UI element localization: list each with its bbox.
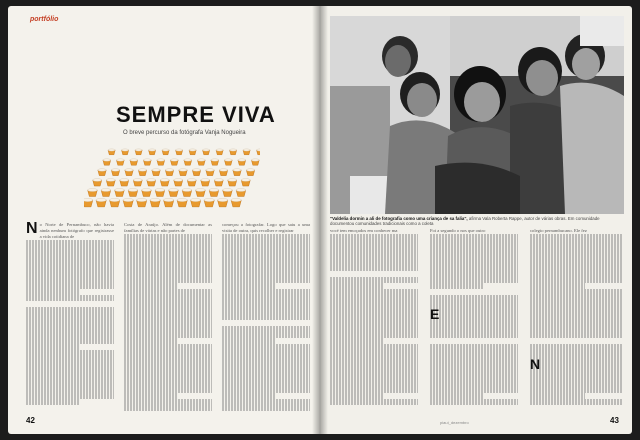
text-line xyxy=(530,399,622,405)
flower-bloom xyxy=(169,188,179,191)
flower-bloom xyxy=(152,169,160,172)
flower-bloom xyxy=(115,188,125,191)
right-dropcap-2: N xyxy=(530,356,541,372)
flower-bloom xyxy=(96,198,106,201)
left-col1-lines xyxy=(26,240,114,405)
flower-bloom xyxy=(123,198,133,201)
flower-bloom xyxy=(101,188,111,191)
flower-bloom xyxy=(201,179,210,182)
flower-bloom xyxy=(122,149,129,151)
flower-bloom xyxy=(149,149,156,151)
section-label: portfólio xyxy=(30,16,59,23)
flower-bloom xyxy=(214,179,223,182)
flower-bloom xyxy=(135,149,142,151)
flower-bloom xyxy=(162,149,169,151)
flower-bloom xyxy=(176,149,183,151)
flower-bloom xyxy=(191,198,201,201)
flower-bloom xyxy=(236,188,246,191)
flower-bloom xyxy=(246,169,254,172)
flower-bloom xyxy=(170,159,178,161)
right-col2-text: Foi a segundo o nos que outro xyxy=(430,228,486,233)
spine-shadow xyxy=(312,6,328,434)
flower-bloom xyxy=(238,159,246,161)
flower-bloom xyxy=(182,188,192,191)
flower-bloom xyxy=(128,188,138,191)
flower-bloom xyxy=(219,169,227,172)
right-column-1 xyxy=(330,228,418,414)
left-col1-text: o Norte de Pernambuco, não havia ainda nenhum fotógrafo que registrasse a vida cotidiana de xyxy=(39,222,114,240)
text-line xyxy=(430,399,518,405)
flower-bloom xyxy=(143,159,151,161)
flower-bloom xyxy=(196,188,206,191)
flower-bloom xyxy=(211,159,219,161)
magazine-spread xyxy=(0,6,640,436)
text-line xyxy=(222,405,310,411)
flower-bloom xyxy=(230,149,237,151)
flower-bloom xyxy=(155,188,165,191)
flower-bloom xyxy=(177,198,187,201)
flower-bloom xyxy=(241,179,250,182)
text-line xyxy=(26,399,79,405)
left-col2-text: Costa de Araújo. Além de documentar as famílias de várias e não partes de xyxy=(124,222,212,234)
left-page-number: 42 xyxy=(26,416,35,425)
flowers-illustration xyxy=(84,140,260,212)
flower-bloom xyxy=(223,188,233,191)
right-page xyxy=(320,6,632,434)
flower-bloom xyxy=(160,179,169,182)
right-column-3 xyxy=(530,228,622,414)
left-dropcap: N xyxy=(26,222,38,237)
flower-bloom xyxy=(103,159,111,161)
flower-bloom xyxy=(174,179,183,182)
flower-bloom xyxy=(251,159,259,161)
flower-bloom xyxy=(108,149,115,151)
article-subtitle: O breve percurso da fotógrafa Vanja Nogueira xyxy=(123,130,246,136)
flower-bloom xyxy=(204,198,214,201)
text-line xyxy=(124,405,212,411)
flower-bloom xyxy=(93,179,102,182)
flower-bloom xyxy=(142,188,152,191)
right-column-2 xyxy=(430,228,518,414)
photo-caption-bold: "Valdelia dormin a ali de fotografia como uma criança de sa falia", xyxy=(330,216,468,221)
flower-bloom xyxy=(137,198,147,201)
right-col2-lines xyxy=(430,234,518,405)
flower-bloom xyxy=(133,179,142,182)
photo-caption-text: afirma Vala Roberta Rappe, autor de várias obras. Em comunidade documentou comunidades tradicionais como a coleta xyxy=(330,216,600,226)
right-body-text xyxy=(330,228,624,414)
left-column-3 xyxy=(222,222,310,414)
flower-bloom xyxy=(257,149,261,151)
flower-bloom xyxy=(120,179,129,182)
text-line xyxy=(330,399,418,405)
flower-bloom xyxy=(106,179,115,182)
flower-bloom xyxy=(206,169,214,172)
flower-bloom xyxy=(189,149,196,151)
photo-caption xyxy=(330,216,624,226)
flower-bloom xyxy=(192,169,200,172)
flower-bloom xyxy=(187,179,196,182)
flower-bloom xyxy=(130,159,138,161)
flower-bloom xyxy=(116,159,124,161)
flower-bloom xyxy=(218,198,228,201)
flower-bloom xyxy=(179,169,187,172)
flower-bloom xyxy=(203,149,210,151)
flower-bloom xyxy=(197,159,205,161)
flower-bloom xyxy=(228,179,237,182)
flower-bloom xyxy=(216,149,223,151)
right-dropcap-1: E xyxy=(430,306,440,322)
left-col2-lines xyxy=(124,234,212,411)
flower-bloom xyxy=(209,188,219,191)
article-title: SEMPRE VIVA xyxy=(116,102,276,127)
right-col3-lines xyxy=(530,234,622,405)
left-page xyxy=(8,6,320,434)
flower-bloom xyxy=(165,169,173,172)
flower-bloom xyxy=(138,169,146,172)
flower-bloom xyxy=(243,149,250,151)
flower-bloom xyxy=(150,198,160,201)
flower-bloom xyxy=(98,169,106,172)
left-column-2 xyxy=(124,222,212,414)
flower-bloom xyxy=(231,198,241,201)
left-col3-text: começou a fotografar. Logo que saiu a uma visita de outra, quis recolher e registrar xyxy=(222,222,310,234)
page-footer: piauí_dezembro xyxy=(440,420,469,425)
flower-bloom xyxy=(147,179,156,182)
left-body-text xyxy=(26,222,312,414)
right-col1-lines xyxy=(330,234,418,405)
right-col1-text: vocé tem emoçados em conhecer ma xyxy=(330,228,398,233)
flower-bloom xyxy=(224,159,232,161)
children-photo xyxy=(330,16,624,214)
flower-bloom xyxy=(110,198,120,201)
flower-bloom xyxy=(233,169,241,172)
left-col3-lines xyxy=(222,234,310,411)
flower-bloom xyxy=(184,159,192,161)
flower-bloom xyxy=(88,188,98,191)
flower-bloom xyxy=(111,169,119,172)
right-page-number: 43 xyxy=(610,416,619,425)
right-col3-text: colegio pernambucano. Ele fez xyxy=(530,228,587,233)
flower-bloom xyxy=(125,169,133,172)
flower-bloom xyxy=(164,198,174,201)
flower-bloom xyxy=(84,198,93,201)
flower-bloom xyxy=(157,159,165,161)
left-column-1 xyxy=(26,222,114,414)
